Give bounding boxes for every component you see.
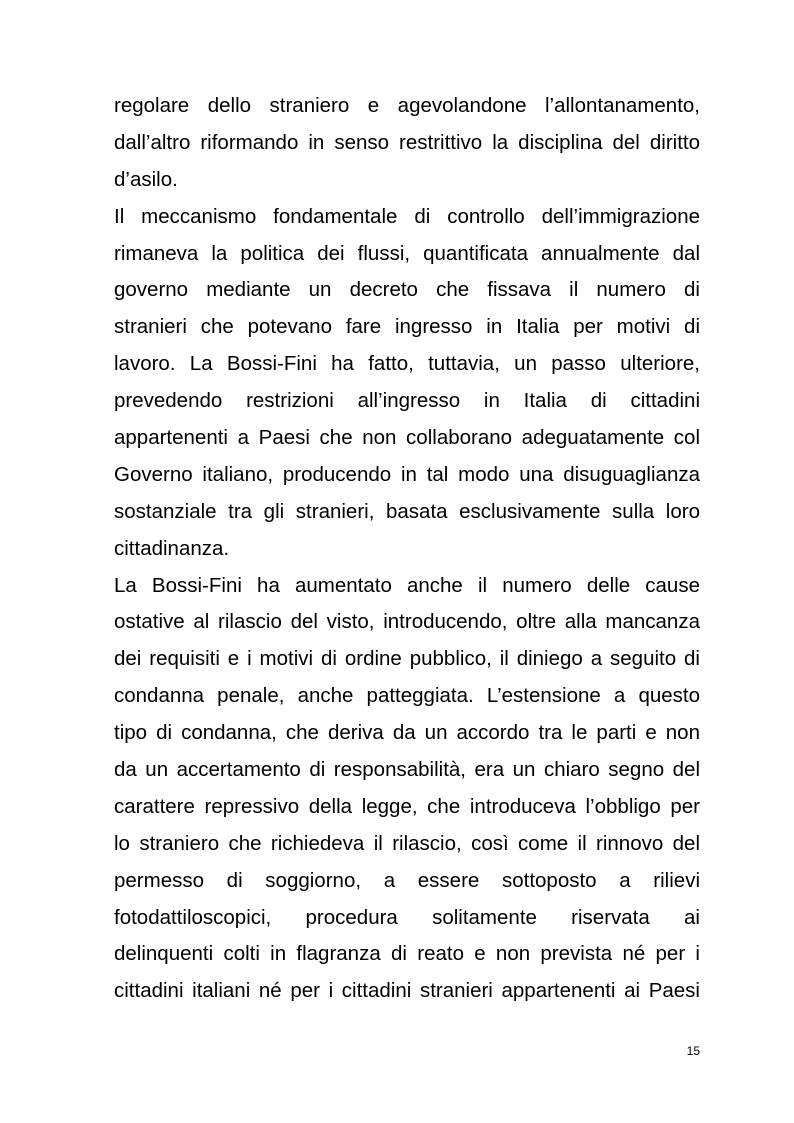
- text-line: appartenenti a Paesi che non collaborano adeguatamente col: [114, 426, 700, 450]
- page-number: 15: [686, 1044, 700, 1058]
- text-line: cittadinanza.: [114, 536, 230, 560]
- text-line: rimaneva la politica dei flussi, quantificata annualmente dal: [114, 241, 700, 265]
- text-line: d’asilo.: [114, 167, 178, 191]
- text-line: governo mediante un decreto che fissava il numero di: [114, 278, 700, 302]
- text-line: Governo italiano, producendo in tal modo una disuguaglianza: [114, 462, 700, 486]
- text-line: da un accertamento di responsabilità, era un chiaro segno del: [114, 758, 700, 782]
- text-line: lavoro. La Bossi-Fini ha fatto, tuttavia, un passo ulteriore,: [114, 352, 700, 376]
- text-line: condanna penale, anche patteggiata. L’estensione a questo: [114, 684, 700, 708]
- text-line: dei requisiti e i motivi di ordine pubblico, il diniego a seguito di: [114, 647, 700, 671]
- text-line: cittadini italiani né per i cittadini stranieri appartenenti ai Paesi: [114, 979, 700, 1003]
- text-line: sostanziale tra gli stranieri, basata esclusivamente sulla loro: [114, 499, 700, 523]
- text-line: tipo di condanna, che deriva da un accordo tra le parti e non: [114, 721, 700, 745]
- text-line: regolare dello straniero e agevolandone l’allontanamento,: [114, 94, 700, 117]
- text-line: permesso di soggiorno, a essere sottoposto a rilievi: [114, 868, 700, 892]
- text-line: fotodattiloscopici, procedura solitamente riservata ai: [114, 905, 700, 929]
- text-line: carattere repressivo della legge, che introduceva l’obbligo per: [114, 794, 700, 818]
- text-line: prevedendo restrizioni all’ingresso in Italia di cittadini: [114, 389, 700, 413]
- text-line: dall’altro riformando in senso restrittivo la disciplina del diritto: [114, 130, 700, 154]
- body-text: [114, 88, 700, 1010]
- text-line: delinquenti colti in flagranza di reato e non prevista né per i: [114, 942, 700, 966]
- text-line: La Bossi-Fini ha aumentato anche il numero delle cause: [114, 573, 700, 597]
- text-line: stranieri che potevano fare ingresso in Italia per motivi di: [114, 315, 700, 339]
- text-line: Il meccanismo fondamentale di controllo dell’immigrazione: [114, 204, 700, 228]
- text-line: ostative al rilascio del visto, introducendo, oltre alla mancanza: [114, 610, 700, 634]
- text-line: lo straniero che richiedeva il rilascio, così come il rinnovo del: [114, 831, 700, 855]
